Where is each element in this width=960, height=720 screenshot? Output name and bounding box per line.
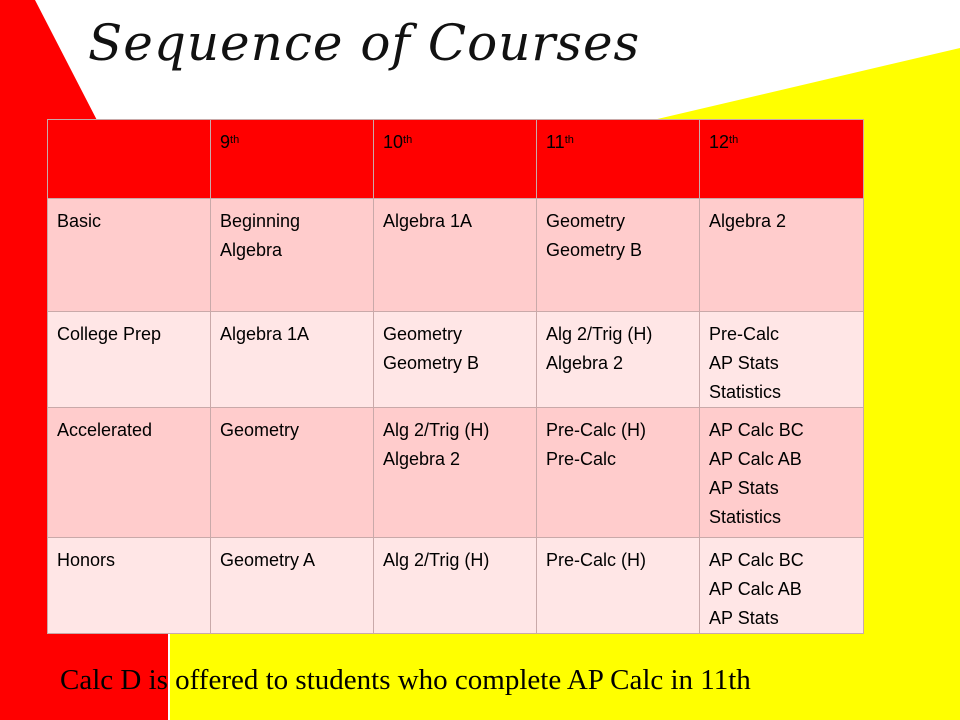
course-line: Algebra 2 <box>546 353 624 373</box>
course-cell <box>537 199 700 312</box>
course-cell <box>700 312 864 408</box>
course-line: Geometry <box>383 324 463 344</box>
course-line: Algebra 2 <box>383 449 461 469</box>
course-line: AP Calc AB <box>709 449 802 469</box>
track-label: Honors <box>48 538 211 634</box>
course-line: AP Calc BC <box>709 550 804 570</box>
course-cell <box>700 538 864 634</box>
course-line: Algebra 1A <box>220 324 310 344</box>
course-line: Algebra 2 <box>709 211 787 231</box>
course-cell <box>537 408 700 538</box>
course-line: Pre-Calc (H) <box>546 550 647 570</box>
course-line: Geometry B <box>546 240 643 260</box>
course-line: AP Stats <box>709 608 779 628</box>
course-line: Alg 2/Trig (H) <box>546 324 653 344</box>
grade-number: 11 <box>546 132 565 152</box>
course-cell <box>374 312 537 408</box>
grade-number: 10 <box>383 132 404 152</box>
table-row-basic <box>48 199 864 312</box>
header-grade-12 <box>700 120 864 199</box>
course-cell <box>537 538 700 634</box>
course-line: Geometry <box>220 420 300 440</box>
course-cell <box>537 312 700 408</box>
track-label: Accelerated <box>48 408 211 538</box>
header-corner-cell <box>48 120 211 199</box>
course-line: AP Stats <box>709 353 779 373</box>
slide-title: Sequence of Courses <box>88 14 641 72</box>
grade-suffix: th <box>403 134 413 146</box>
course-cell <box>211 538 374 634</box>
grade-number: 9 <box>220 132 231 152</box>
course-cell <box>211 312 374 408</box>
track-label: College Prep <box>48 312 211 408</box>
course-line: Pre-Calc <box>546 449 617 469</box>
course-line: AP Calc AB <box>709 579 802 599</box>
header-grade-10 <box>374 120 537 199</box>
course-line: Algebra <box>220 240 283 260</box>
grade-suffix: th <box>564 134 574 146</box>
course-line: Geometry B <box>383 353 480 373</box>
course-cell <box>211 199 374 312</box>
grade-suffix: th <box>230 134 240 146</box>
course-cell <box>211 408 374 538</box>
table-row-college-prep <box>48 312 864 408</box>
course-line: Algebra 1A <box>383 211 473 231</box>
course-cell <box>374 538 537 634</box>
grade-number: 12 <box>709 132 730 152</box>
course-line: Pre-Calc (H) <box>546 420 647 440</box>
course-line: Statistics <box>709 382 782 402</box>
course-cell <box>374 199 537 312</box>
course-line: Geometry A <box>220 550 316 570</box>
course-cell <box>374 408 537 538</box>
track-label: Basic <box>48 199 211 312</box>
course-line: Alg 2/Trig (H) <box>383 420 490 440</box>
footnote: Calc D is offered to students who complete AP Calc in 11th <box>60 664 751 696</box>
course-line: Pre-Calc <box>709 324 780 344</box>
course-line: Alg 2/Trig (H) <box>383 550 490 570</box>
course-cell <box>700 408 864 538</box>
course-line: Beginning <box>220 211 301 231</box>
course-line: AP Calc BC <box>709 420 804 440</box>
course-line: Geometry <box>546 211 626 231</box>
table-row-honors <box>48 538 864 634</box>
table-row-accelerated <box>48 408 864 538</box>
table-header-row <box>48 120 864 199</box>
course-cell <box>700 199 864 312</box>
course-line: Statistics <box>709 507 782 527</box>
course-line: AP Stats <box>709 478 779 498</box>
header-grade-11 <box>537 120 700 199</box>
header-grade-9 <box>211 120 374 199</box>
course-sequence-table <box>47 119 864 634</box>
grade-suffix: th <box>729 134 739 146</box>
